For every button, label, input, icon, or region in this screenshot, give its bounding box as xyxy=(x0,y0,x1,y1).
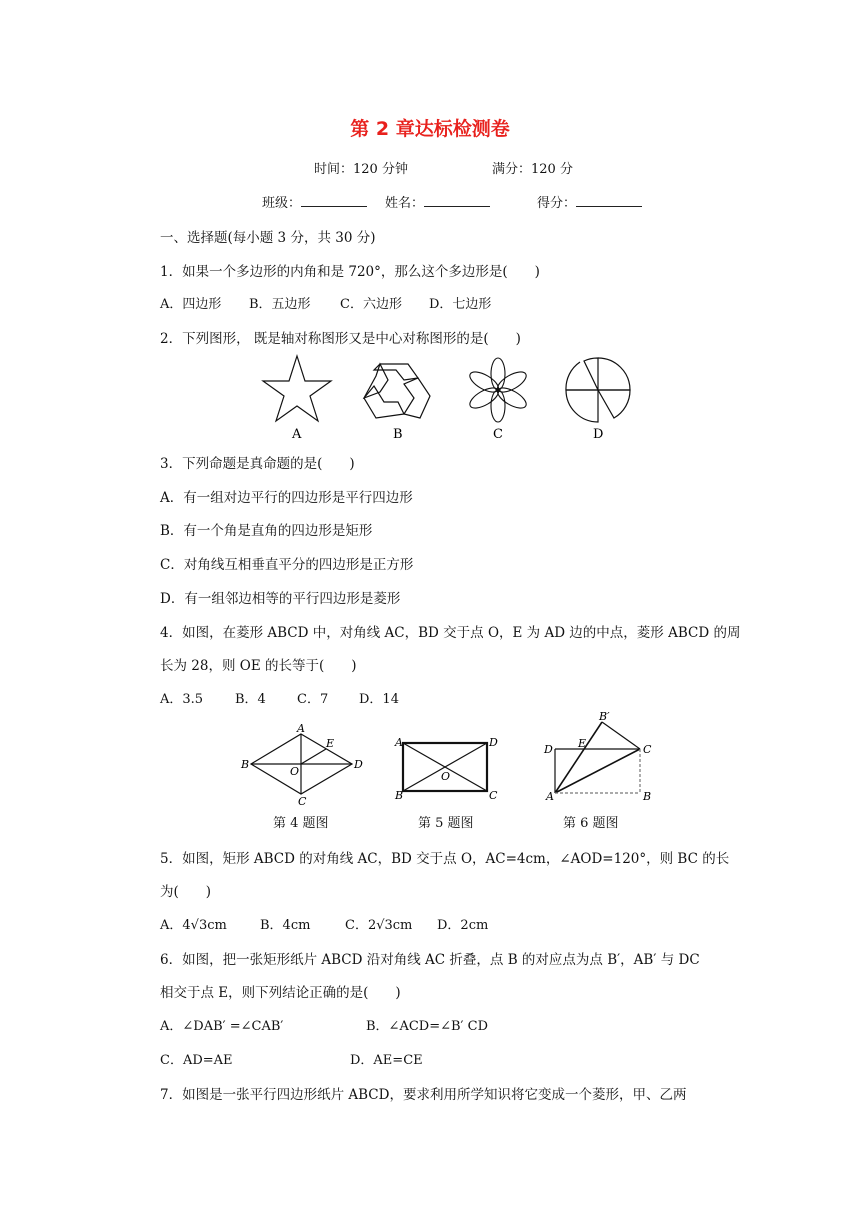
fig5-point-b: B xyxy=(395,789,404,802)
q5-option-d: D．2cm xyxy=(437,918,489,933)
class-label: 班级： xyxy=(262,196,302,211)
q6-stem-line2: 相交于点 E，则下列结论正确的是( ) xyxy=(160,985,401,1001)
fig5-point-c: C xyxy=(489,789,498,802)
q1-stem: 1．如果一个多边形的内角和是 720°，那么这个多边形是( ) xyxy=(160,264,540,280)
fig4-point-e: E xyxy=(326,737,335,750)
q6-option-a: A．∠DAB′ =∠CAB′ xyxy=(160,1019,284,1034)
q5-stem-line1: 5．如图，矩形 ABCD 的对角线 AC，BD 交于点 O，AC=4cm，∠AOD=120°，则 BC 的长 xyxy=(160,851,730,867)
score-label: 得分： xyxy=(537,196,577,211)
q4-option-c: C．7 xyxy=(297,692,329,707)
q5-option-c: C．2√3cm xyxy=(345,918,413,933)
q1-option-a: A．四边形 xyxy=(160,297,222,312)
q5-option-b: B．4cm xyxy=(260,918,311,933)
q3-stem: 3．下列命题是真命题的是( ) xyxy=(160,456,355,472)
exam-time: 时间：120 分钟 xyxy=(314,162,408,177)
q1-option-d: D．七边形 xyxy=(429,297,492,312)
fig4-caption: 第 4 题图 xyxy=(273,816,329,831)
fig5-caption: 第 5 题图 xyxy=(418,816,474,831)
q2-label-a: A xyxy=(292,427,302,442)
q5-option-a: A．4√3cm xyxy=(160,918,227,933)
fig6-point-c: C xyxy=(643,743,652,756)
q4-option-b: B．4 xyxy=(235,692,266,707)
q3-option-b: B．有一个角是直角的四边形是矩形 xyxy=(160,523,373,539)
q4-stem-line2: 长为 28，则 OE 的长等于( ) xyxy=(160,658,357,674)
fig6-point-d: D xyxy=(544,743,553,756)
q1-option-c: C．六边形 xyxy=(340,297,402,312)
q1-option-b: B．五边形 xyxy=(249,297,311,312)
q4-option-a: A．3.5 xyxy=(160,692,204,707)
fig6-caption: 第 6 题图 xyxy=(563,816,619,831)
fig4-point-b: B xyxy=(241,758,250,771)
fig4-point-c: C xyxy=(298,795,307,808)
fig5-point-a: A xyxy=(395,736,403,749)
fig5-point-d: D xyxy=(489,736,498,749)
name-label: 姓名： xyxy=(385,196,425,211)
fig4-point-o: O xyxy=(290,765,300,778)
section-heading: 一、选择题(每小题 3 分，共 30 分) xyxy=(160,230,376,246)
q6-option-c: C．AD=AE xyxy=(160,1053,233,1068)
fig6-fold xyxy=(555,722,640,793)
q4-stem-line1: 4．如图，在菱形 ABCD 中，对角线 AC，BD 交于点 O，E 为 AD 边的中点，菱形 ABCD 的周 xyxy=(160,625,741,641)
exam-full-score: 满分：120 分 xyxy=(492,162,573,177)
fig4-rhombus xyxy=(251,734,352,794)
fig6-point-a: A xyxy=(546,790,554,803)
fig6-point-b: B xyxy=(643,790,652,803)
fig4-point-d: D xyxy=(354,758,363,771)
fig6-point-b-prime: B′ xyxy=(599,710,610,723)
q6-option-b: B．∠ACD=∠B′ CD xyxy=(366,1019,488,1034)
q7-stem-line1: 7．如图是一张平行四边形纸片 ABCD，要求利用所学知识将它变成一个菱形，甲、乙两 xyxy=(160,1087,687,1103)
page-title: 第 2 章达标检测卷 xyxy=(350,118,510,140)
q5-stem-line2: 为( ) xyxy=(160,884,212,900)
q4-option-d: D．14 xyxy=(359,692,399,707)
q3-option-a: A．有一组对边平行的四边形是平行四边形 xyxy=(160,490,413,506)
q6-option-d: D．AE=CE xyxy=(350,1053,423,1068)
q2-stem: 2．下列图形， 既是轴对称图形又是中心对称图形的是( ) xyxy=(160,331,521,347)
q2-label-b: B xyxy=(393,427,403,442)
q3-option-c: C．对角线互相垂直平分的四边形是正方形 xyxy=(160,557,414,573)
fig6-point-e: E xyxy=(578,737,587,750)
q2-label-c: C xyxy=(493,427,503,442)
fig5-point-o: O xyxy=(441,770,451,783)
fig5-rectangle xyxy=(403,743,487,791)
q3-option-d: D．有一组邻边相等的平行四边形是菱形 xyxy=(160,591,401,607)
q6-stem-line1: 6．如图，把一张矩形纸片 ABCD 沿对角线 AC 折叠，点 B 的对应点为点 B′，AB′ 与 DC xyxy=(160,952,700,968)
q2-label-d: D xyxy=(593,427,604,442)
fig4-point-a: A xyxy=(297,722,305,735)
